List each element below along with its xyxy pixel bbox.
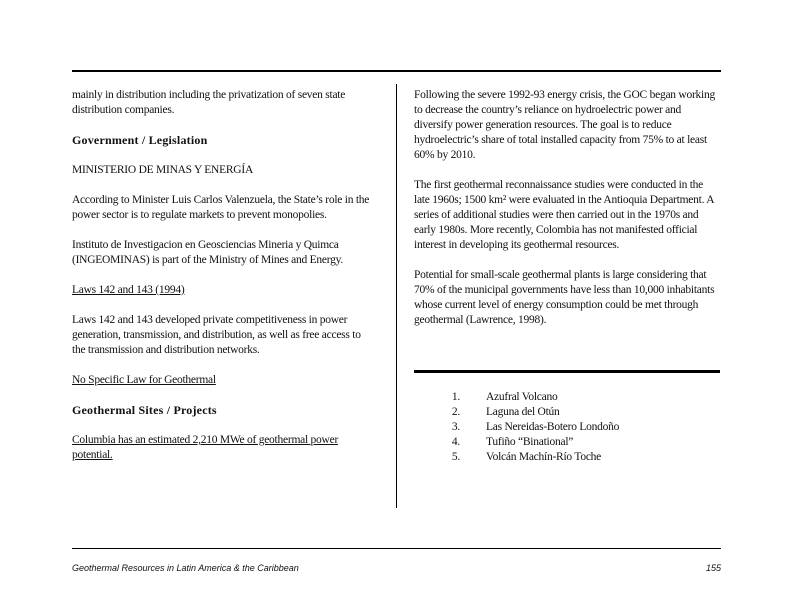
site-name: Volcán Machín-Río Toche: [486, 451, 602, 463]
geothermal-sites-list: [440, 390, 700, 465]
ministry-name: MINISTERIO DE MINAS Y ENERGÍA: [72, 164, 253, 176]
no-specific-law: No Specific Law for Geothermal: [72, 374, 216, 386]
column-divider: [396, 84, 397, 508]
small-scale-paragraph: Potential for small-scale geothermal plants is large considering that 70% of the municipal governments have less than 10,000 inhabitants whose current level of energy consumption could be met through geothermal (Lawrence, 1998).: [414, 269, 715, 326]
government-legislation-heading: Government / Legislation: [72, 133, 208, 147]
list-item: [440, 450, 700, 465]
page-number: 155: [705, 563, 721, 573]
geothermal-sites-heading: Geothermal Sites / Projects: [72, 403, 217, 417]
right-column: [414, 88, 720, 343]
site-name: Las Nereidas-Botero Londoño: [486, 421, 620, 433]
list-number: 3.: [451, 421, 460, 433]
list-item: [440, 405, 700, 420]
list-item: [440, 390, 700, 405]
geothermal-potential: Columbia has an estimated 2,210 MWe of geothermal power potential.: [72, 434, 339, 461]
site-name: Azufral Volcano: [486, 391, 558, 403]
list-item: [440, 435, 700, 450]
site-name: Laguna del Otún: [486, 406, 560, 418]
sites-separator-rule: [414, 370, 720, 373]
ingeominas-paragraph: Instituto de Investigacion en Geosciencias Mineria y Quimca (INGEOMINAS) is part of the Ministry of Mines and Energy.: [72, 239, 343, 266]
energy-crisis-paragraph: Following the severe 1992-93 energy crisis, the GOC began working to decrease the country’s reliance on hydroelectric power and diversify power generation resources. The goal is to reduce hydroelectric’s share of total installed capacity from 75% to at least 60% by 2010.: [414, 89, 716, 161]
list-item: [440, 420, 700, 435]
left-column: [72, 88, 372, 478]
footer-rule: [72, 548, 721, 549]
intro-paragraph: mainly in distribution including the privatization of seven state distribution companies.: [72, 89, 346, 116]
laws-paragraph: Laws 142 and 143 developed private competitiveness in power generation, transmission, and distribution, as well as free access to the transmission and distribution networks.: [72, 314, 361, 356]
laws-title: Laws 142 and 143 (1994): [72, 284, 185, 296]
reconnaissance-paragraph: The first geothermal reconnaissance studies were conducted in the late 1960s; 1500 km² were evaluated in the Antioquia Department. A series of additional studies were then carried out in the 1970s and early 1980s. More recently, Colombia has not manifested official interest in developing its geothermal resources.: [414, 179, 714, 251]
site-name: Tufiño “Binational”: [486, 436, 574, 448]
list-number: 2.: [451, 406, 460, 418]
minister-paragraph: According to Minister Luis Carlos Valenzuela, the State’s role in the power sector is to regulate markets to prevent monopolies.: [72, 194, 370, 221]
list-number: 5.: [451, 451, 460, 463]
footer-title: Geothermal Resources in Latin America & the Caribbean: [72, 563, 299, 573]
header-rule: [72, 70, 721, 72]
list-number: 1.: [451, 391, 460, 403]
list-number: 4.: [451, 436, 460, 448]
